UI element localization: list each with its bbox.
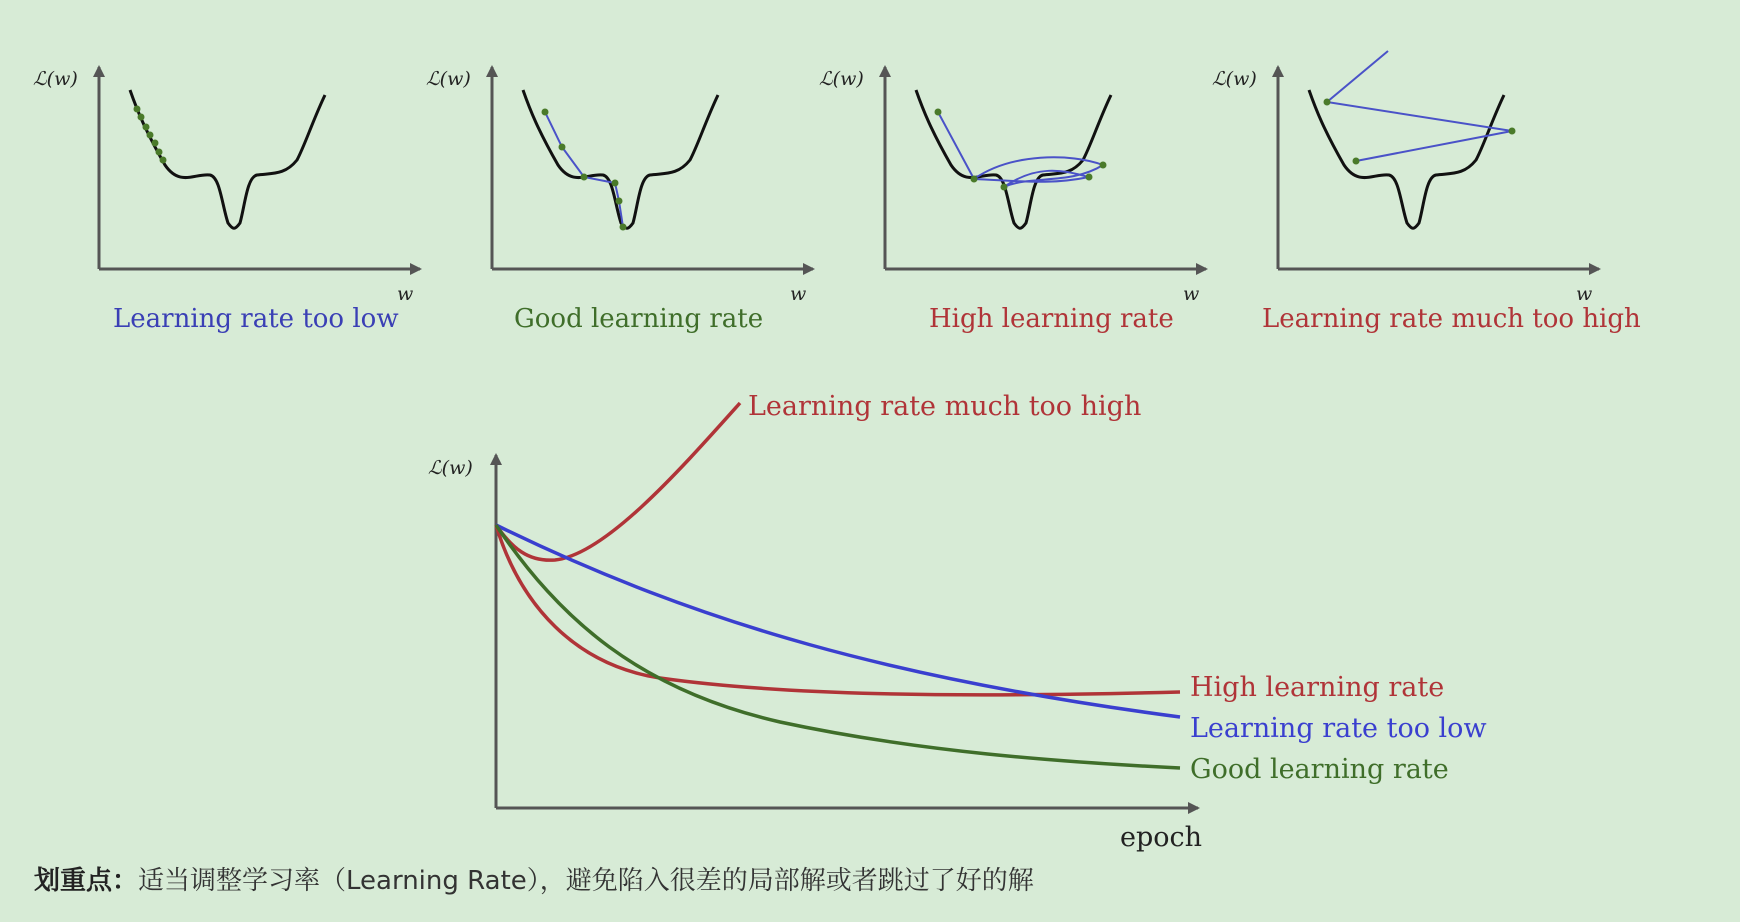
panel-title: High learning rate bbox=[929, 304, 1174, 334]
x-axis-label: w bbox=[397, 283, 414, 305]
panel-title: Learning rate too low bbox=[113, 304, 399, 334]
label-high: High learning rate bbox=[1190, 672, 1445, 703]
curve-much-too-high bbox=[496, 403, 740, 560]
panel-too-low bbox=[33, 67, 420, 334]
caption-text: 适当调整学习率（Learning Rate），避免陷入很差的局部解或者跳过了好的解 bbox=[138, 866, 1034, 896]
panel-high bbox=[819, 67, 1206, 334]
panel-title: Learning rate much too high bbox=[1262, 304, 1641, 334]
x-axis-label: w bbox=[790, 283, 807, 305]
y-axis-label: ℒ(w) bbox=[428, 457, 473, 479]
y-axis-label: ℒ(w) bbox=[426, 68, 471, 90]
panel-title: Good learning rate bbox=[514, 304, 764, 334]
curve-good bbox=[496, 525, 1180, 768]
y-axis-label: ℒ(w) bbox=[819, 68, 864, 90]
optimization-steps bbox=[1324, 99, 1516, 165]
x-axis-label: w bbox=[1183, 283, 1200, 305]
panel-much-too-high bbox=[1212, 51, 1641, 334]
label-too-low: Learning rate too low bbox=[1190, 713, 1487, 744]
panel-good bbox=[426, 67, 813, 334]
y-axis-label: ℒ(w) bbox=[33, 68, 78, 90]
x-axis-label: epoch bbox=[1120, 822, 1203, 853]
x-axis-label: w bbox=[1576, 283, 1593, 305]
caption-bold: 划重点： bbox=[34, 866, 139, 896]
optimization-steps bbox=[542, 109, 627, 231]
caption bbox=[34, 860, 1034, 897]
label-much-too-high: Learning rate much too high bbox=[748, 391, 1142, 422]
label-good: Good learning rate bbox=[1190, 754, 1449, 785]
curve-too-low bbox=[496, 525, 1180, 717]
curve-high bbox=[496, 525, 1180, 695]
y-axis-label: ℒ(w) bbox=[1212, 68, 1257, 90]
main-loss-chart bbox=[428, 391, 1487, 853]
